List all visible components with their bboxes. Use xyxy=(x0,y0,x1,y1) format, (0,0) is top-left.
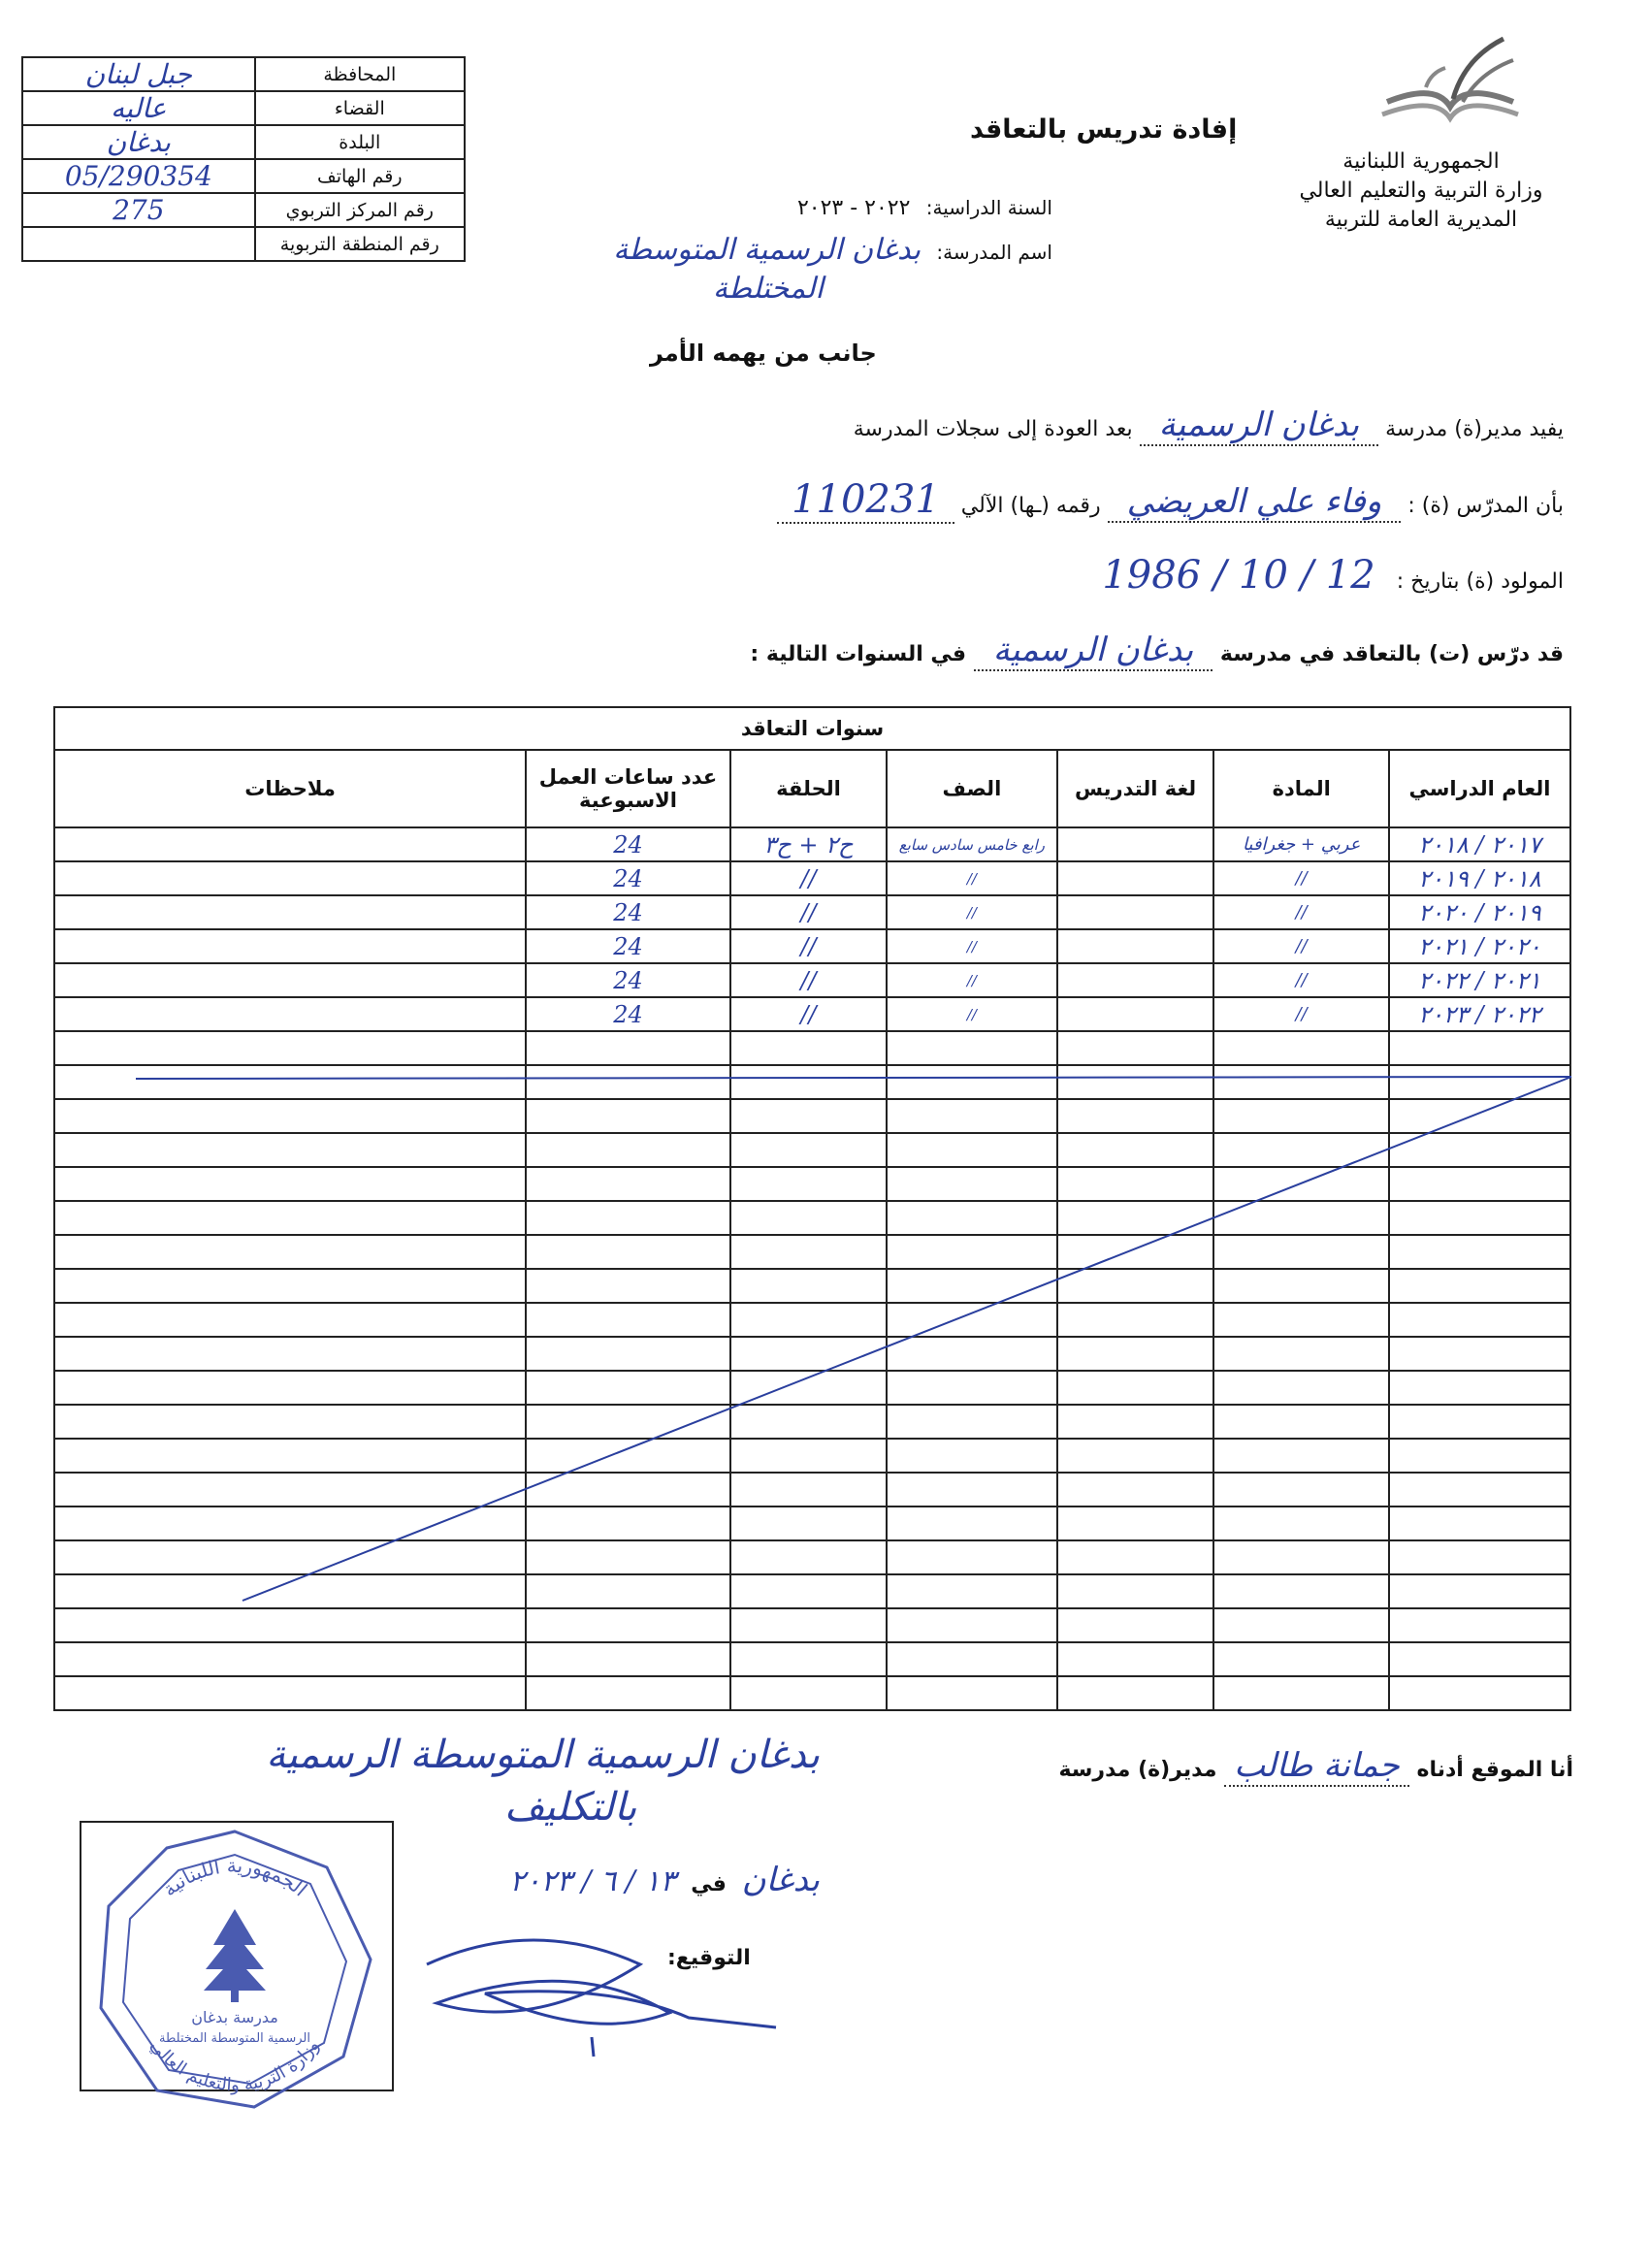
info-row xyxy=(22,227,465,261)
info-row xyxy=(22,193,465,227)
table-cell xyxy=(887,1371,1057,1405)
table-cell xyxy=(1389,1065,1570,1099)
table-cell xyxy=(730,1540,887,1574)
table-cell xyxy=(1057,1235,1214,1269)
info-value: عاليه xyxy=(22,91,255,125)
table-cell xyxy=(887,1676,1057,1710)
column-header: الصف xyxy=(887,750,1057,827)
info-value: جبل لبنان xyxy=(22,57,255,91)
table-cell xyxy=(54,1507,526,1540)
table-cell xyxy=(887,1405,1057,1439)
info-box xyxy=(21,56,466,262)
table-cell xyxy=(1213,1269,1388,1303)
ministry-line: المديرية العامة للتربية xyxy=(1324,208,1518,232)
signature-scribble xyxy=(417,1926,786,2061)
table-row xyxy=(54,1031,1570,1065)
table-row xyxy=(54,1065,1570,1099)
table-cell xyxy=(1057,963,1214,997)
table-cell: عربي + جغرافيا xyxy=(1213,827,1388,861)
table-row xyxy=(54,1676,1570,1710)
table-cell xyxy=(1213,1371,1388,1405)
table-cell xyxy=(1057,929,1214,963)
table-row xyxy=(54,861,1570,895)
table-cell xyxy=(730,1167,887,1201)
school-name-continued: المختلطة xyxy=(713,272,824,306)
table-cell xyxy=(1213,1201,1388,1235)
info-row xyxy=(22,57,465,91)
table-cell xyxy=(526,1201,730,1235)
table-row xyxy=(54,1473,1570,1507)
table-row xyxy=(54,1133,1570,1167)
table-cell xyxy=(54,929,526,963)
table-cell xyxy=(730,1371,887,1405)
table-cell xyxy=(1389,1337,1570,1371)
info-row xyxy=(22,91,465,125)
table-cell xyxy=(887,1540,1057,1574)
table-cell xyxy=(1389,1439,1570,1473)
table-cell xyxy=(526,1540,730,1574)
column-header: عدد ساعات العمل الاسبوعية xyxy=(526,750,730,827)
table-cell: // xyxy=(1213,929,1388,963)
table-cell: 24 xyxy=(526,827,730,861)
table-row xyxy=(54,1303,1570,1337)
table-cell: // xyxy=(730,997,887,1031)
table-cell xyxy=(1057,1540,1214,1574)
table-cell xyxy=(1057,1574,1214,1608)
table-cell xyxy=(526,1642,730,1676)
table-cell xyxy=(526,1337,730,1371)
table-cell: 24 xyxy=(526,929,730,963)
table-cell xyxy=(1213,1031,1388,1065)
column-header: لغة التدريس xyxy=(1057,750,1214,827)
table-cell xyxy=(1213,1133,1388,1167)
table-row xyxy=(54,1167,1570,1201)
table-cell xyxy=(1057,1642,1214,1676)
table-cell xyxy=(1213,1235,1388,1269)
table-cell xyxy=(730,1065,887,1099)
table-cell: ٢٠٢٢ / ٢٠٢٣ xyxy=(1389,997,1570,1031)
table-cell xyxy=(1213,1574,1388,1608)
table-cell xyxy=(730,1099,887,1133)
footer-assignment: بالتكليف xyxy=(504,1785,637,1830)
body-line-3: المولود (ة) بتاريخ : 1986 / 10 / 12 xyxy=(1102,553,1564,598)
table-cell xyxy=(54,1642,526,1676)
table-cell: ح٢ + ح٣ xyxy=(730,827,887,861)
table-cell xyxy=(54,1371,526,1405)
table-row xyxy=(54,1201,1570,1235)
year-label: السنة الدراسية: xyxy=(925,196,1052,219)
body-line-2: بأن المدرّس (ة) : وفاء علي العريضي رقمه (ـها) الآلي 110231 xyxy=(777,477,1564,524)
table-cell xyxy=(1213,1405,1388,1439)
table-cell xyxy=(1389,1405,1570,1439)
table-cell xyxy=(54,1133,526,1167)
table-cell xyxy=(54,1269,526,1303)
column-header: الحلقة xyxy=(730,750,887,827)
table-cell: ٢٠١٧ / ٢٠١٨ xyxy=(1389,827,1570,861)
table-row xyxy=(54,1099,1570,1133)
table-cell xyxy=(54,1337,526,1371)
table-cell xyxy=(54,1167,526,1201)
table-cell xyxy=(1057,1065,1214,1099)
table-cell: // xyxy=(887,895,1057,929)
table-cell xyxy=(1213,1303,1388,1337)
table-cell xyxy=(730,1133,887,1167)
table-cell xyxy=(1057,1371,1214,1405)
table-cell xyxy=(1213,1507,1388,1540)
column-header: العام الدراسي xyxy=(1389,750,1570,827)
school-row xyxy=(613,233,1052,267)
table-cell xyxy=(1213,1473,1388,1507)
table-cell xyxy=(54,1099,526,1133)
table-cell xyxy=(54,1439,526,1473)
footer-school: بدغان الرسمية المتوسطة الرسمية xyxy=(266,1733,820,1777)
table-cell xyxy=(1389,1676,1570,1710)
table-cell: ٢٠١٩ / ٢٠٢٠ xyxy=(1389,895,1570,929)
info-row xyxy=(22,125,465,159)
body-line-1: يفيد مدير(ة) مدرسة بدغان الرسمية بعد العودة إلى سجلات المدرسة xyxy=(853,405,1564,444)
table-cell xyxy=(54,1540,526,1574)
table-cell xyxy=(1213,1337,1388,1371)
table-cell xyxy=(1389,1133,1570,1167)
table-cell xyxy=(1057,1405,1214,1439)
table-cell xyxy=(887,1303,1057,1337)
table-cell xyxy=(54,1031,526,1065)
table-cell xyxy=(1057,861,1214,895)
info-value: 275 xyxy=(22,193,255,227)
table-cell xyxy=(1057,1269,1214,1303)
table-cell xyxy=(1057,1439,1214,1473)
table-cell xyxy=(1057,1507,1214,1540)
table-row xyxy=(54,929,1570,963)
table-cell xyxy=(1389,1303,1570,1337)
info-value: بدغان xyxy=(22,125,255,159)
table-cell: // xyxy=(730,895,887,929)
info-value xyxy=(22,227,255,261)
table-row xyxy=(54,1608,1570,1642)
ministry-line: الجمهورية اللبنانية xyxy=(1342,149,1500,174)
table-cell xyxy=(1213,1676,1388,1710)
table-cell xyxy=(1213,1167,1388,1201)
table-cell: // xyxy=(887,929,1057,963)
table-cell: // xyxy=(887,963,1057,997)
table-cell: 24 xyxy=(526,861,730,895)
table-row xyxy=(54,827,1570,861)
table-row xyxy=(54,1439,1570,1473)
table-cell xyxy=(887,1608,1057,1642)
table-row xyxy=(54,1642,1570,1676)
table-cell: 24 xyxy=(526,963,730,997)
document-title: إفادة تدريس بالتعاقد xyxy=(970,114,1238,145)
table-cell xyxy=(1057,827,1214,861)
table-cell xyxy=(54,1405,526,1439)
table-cell: // xyxy=(730,929,887,963)
table-cell xyxy=(1057,1167,1214,1201)
table-cell xyxy=(1057,895,1214,929)
table-cell xyxy=(1057,1031,1214,1065)
table-cell xyxy=(1057,1676,1214,1710)
info-label: رقم الهاتف xyxy=(255,159,465,193)
table-cell xyxy=(1389,1642,1570,1676)
table-cell xyxy=(887,1473,1057,1507)
table-cell xyxy=(1389,1167,1570,1201)
stamp-top-text: الجمهورية اللبنانية xyxy=(157,1853,312,1901)
table-cell xyxy=(730,1574,887,1608)
table-cell: // xyxy=(730,963,887,997)
table-cell xyxy=(1389,1269,1570,1303)
table-cell xyxy=(887,1031,1057,1065)
table-cell: ٢٠٢٠ / ٢٠٢١ xyxy=(1389,929,1570,963)
table-cell xyxy=(887,1337,1057,1371)
table-cell: // xyxy=(1213,997,1388,1031)
table-row xyxy=(54,1269,1570,1303)
year-row xyxy=(797,196,1052,220)
table-row xyxy=(54,1507,1570,1540)
table-cell xyxy=(526,1676,730,1710)
table-row xyxy=(54,895,1570,929)
table-cell xyxy=(1057,1608,1214,1642)
table-cell xyxy=(526,1574,730,1608)
table-cell xyxy=(1057,1473,1214,1507)
table-cell xyxy=(730,1473,887,1507)
table-caption: سنوات التعاقد xyxy=(54,707,1570,750)
table-cell xyxy=(526,1405,730,1439)
table-cell xyxy=(730,1507,887,1540)
table-cell xyxy=(526,1031,730,1065)
table-cell xyxy=(730,1676,887,1710)
stamp-school-text-2: الرسمية المتوسطة المختلطة xyxy=(159,2031,310,2046)
table-cell xyxy=(526,1065,730,1099)
table-cell: رابع خامس سادس سابع xyxy=(887,827,1057,861)
table-cell xyxy=(730,1201,887,1235)
table-cell xyxy=(1213,1439,1388,1473)
body-line-4: قد درّس (ت) بالتعاقد في مدرسة بدغان الرسمية في السنوات التالية : xyxy=(750,631,1564,669)
table-cell xyxy=(730,1439,887,1473)
table-cell: // xyxy=(1213,963,1388,997)
table-cell xyxy=(887,1201,1057,1235)
table-cell xyxy=(1213,1540,1388,1574)
info-label: رقم المركز التربوي xyxy=(255,193,465,227)
info-row xyxy=(22,159,465,193)
table-cell xyxy=(730,1303,887,1337)
column-header: المادة xyxy=(1213,750,1388,827)
table-cell xyxy=(54,861,526,895)
table-cell xyxy=(730,1405,887,1439)
book-logo-icon xyxy=(1368,29,1533,126)
table-cell xyxy=(1057,1133,1214,1167)
table-row xyxy=(54,963,1570,997)
info-label: البلدة xyxy=(255,125,465,159)
table-cell xyxy=(1057,1201,1214,1235)
table-cell: // xyxy=(730,861,887,895)
table-cell xyxy=(1057,997,1214,1031)
table-cell xyxy=(1213,1099,1388,1133)
table-cell: 24 xyxy=(526,997,730,1031)
table-cell xyxy=(730,1642,887,1676)
contract-years-table xyxy=(53,706,1571,1711)
table-cell xyxy=(887,1574,1057,1608)
table-cell: 24 xyxy=(526,895,730,929)
table-cell xyxy=(1389,1473,1570,1507)
table-cell xyxy=(730,1235,887,1269)
table-cell xyxy=(1389,1507,1570,1540)
svg-text:الجمهورية اللبنانية xyxy=(158,1854,312,1901)
table-row xyxy=(54,1235,1570,1269)
official-stamp xyxy=(89,1824,380,2115)
table-cell xyxy=(1389,1540,1570,1574)
table-cell xyxy=(54,1676,526,1710)
table-cell xyxy=(1389,1201,1570,1235)
table-cell xyxy=(1213,1608,1388,1642)
table-cell xyxy=(526,1303,730,1337)
table-row xyxy=(54,1405,1570,1439)
table-cell: ٢٠١٨ / ٢٠١٩ xyxy=(1389,861,1570,895)
table-cell xyxy=(526,1133,730,1167)
table-row xyxy=(54,1540,1570,1574)
year-value: ٢٠٢٢ - ٢٠٢٣ xyxy=(796,196,911,220)
school-label: اسم المدرسة: xyxy=(936,241,1052,264)
table-cell xyxy=(1057,1099,1214,1133)
subtitle: جانب من يهمه الأمر xyxy=(650,340,877,367)
table-cell xyxy=(54,1065,526,1099)
table-cell xyxy=(54,1303,526,1337)
table-cell xyxy=(1389,1099,1570,1133)
table-cell xyxy=(1213,1642,1388,1676)
table-cell xyxy=(54,1235,526,1269)
table-cell xyxy=(887,1269,1057,1303)
table-cell xyxy=(54,963,526,997)
info-label: المحافظة xyxy=(255,57,465,91)
table-cell xyxy=(730,1608,887,1642)
info-label: القضاء xyxy=(255,91,465,125)
table-cell xyxy=(54,1201,526,1235)
table-row xyxy=(54,1337,1570,1371)
table-row xyxy=(54,997,1570,1031)
table-cell xyxy=(1389,1371,1570,1405)
table-cell xyxy=(887,1167,1057,1201)
table-row xyxy=(54,1371,1570,1405)
table-cell xyxy=(887,1507,1057,1540)
table-cell xyxy=(54,1608,526,1642)
table-cell xyxy=(887,1133,1057,1167)
cedar-icon xyxy=(204,1909,266,1991)
footer-line-2: بدغان في ١٣ / ٦ / ٢٠٢٣ xyxy=(509,1861,820,1899)
table-cell xyxy=(1389,1235,1570,1269)
table-cell xyxy=(887,1439,1057,1473)
table-cell xyxy=(1057,1337,1214,1371)
stamp-bottom-text: وزارة التربية والتعليم العالي xyxy=(146,2035,324,2096)
table-cell xyxy=(526,1167,730,1201)
table-cell xyxy=(887,1099,1057,1133)
table-cell: // xyxy=(1213,895,1388,929)
table-cell xyxy=(54,1574,526,1608)
table-cell: // xyxy=(1213,861,1388,895)
table-cell xyxy=(1057,1303,1214,1337)
table-cell: // xyxy=(887,861,1057,895)
table-row xyxy=(54,1574,1570,1608)
table-cell xyxy=(887,1642,1057,1676)
table-cell xyxy=(1389,1031,1570,1065)
info-label: رقم المنطقة التربوية xyxy=(255,227,465,261)
table-cell xyxy=(526,1269,730,1303)
stamp-school-text: مدرسة بدغان xyxy=(191,2008,278,2026)
table-cell: // xyxy=(887,997,1057,1031)
info-value: 05/290354 xyxy=(22,159,255,193)
column-header: ملاحظات xyxy=(54,750,526,827)
table-cell xyxy=(526,1371,730,1405)
table-cell xyxy=(887,1235,1057,1269)
table-cell xyxy=(730,1269,887,1303)
table-cell xyxy=(1389,1608,1570,1642)
table-cell xyxy=(730,1031,887,1065)
table-cell xyxy=(730,1337,887,1371)
ministry-line: وزارة التربية والتعليم العالي xyxy=(1299,178,1543,203)
table-cell xyxy=(887,1065,1057,1099)
table-cell xyxy=(1389,1574,1570,1608)
table-cell xyxy=(54,997,526,1031)
table-cell xyxy=(54,1473,526,1507)
table-cell xyxy=(526,1473,730,1507)
footer-line-1: أنا الموقع أدناه جمانة طالب مدير(ة) مدرسة xyxy=(1058,1746,1573,1785)
ministry-block xyxy=(1261,147,1581,235)
table-cell: ٢٠٢١ / ٢٠٢٢ xyxy=(1389,963,1570,997)
table-cell xyxy=(54,827,526,861)
table-cell xyxy=(54,895,526,929)
table-cell xyxy=(526,1099,730,1133)
table-cell xyxy=(526,1507,730,1540)
table-cell xyxy=(1213,1065,1388,1099)
table-cell xyxy=(526,1608,730,1642)
table-cell xyxy=(526,1235,730,1269)
table-cell xyxy=(526,1439,730,1473)
school-name: بدغان الرسمية المتوسطة xyxy=(613,233,922,267)
signature-label: التوقيع: xyxy=(667,1946,751,1970)
